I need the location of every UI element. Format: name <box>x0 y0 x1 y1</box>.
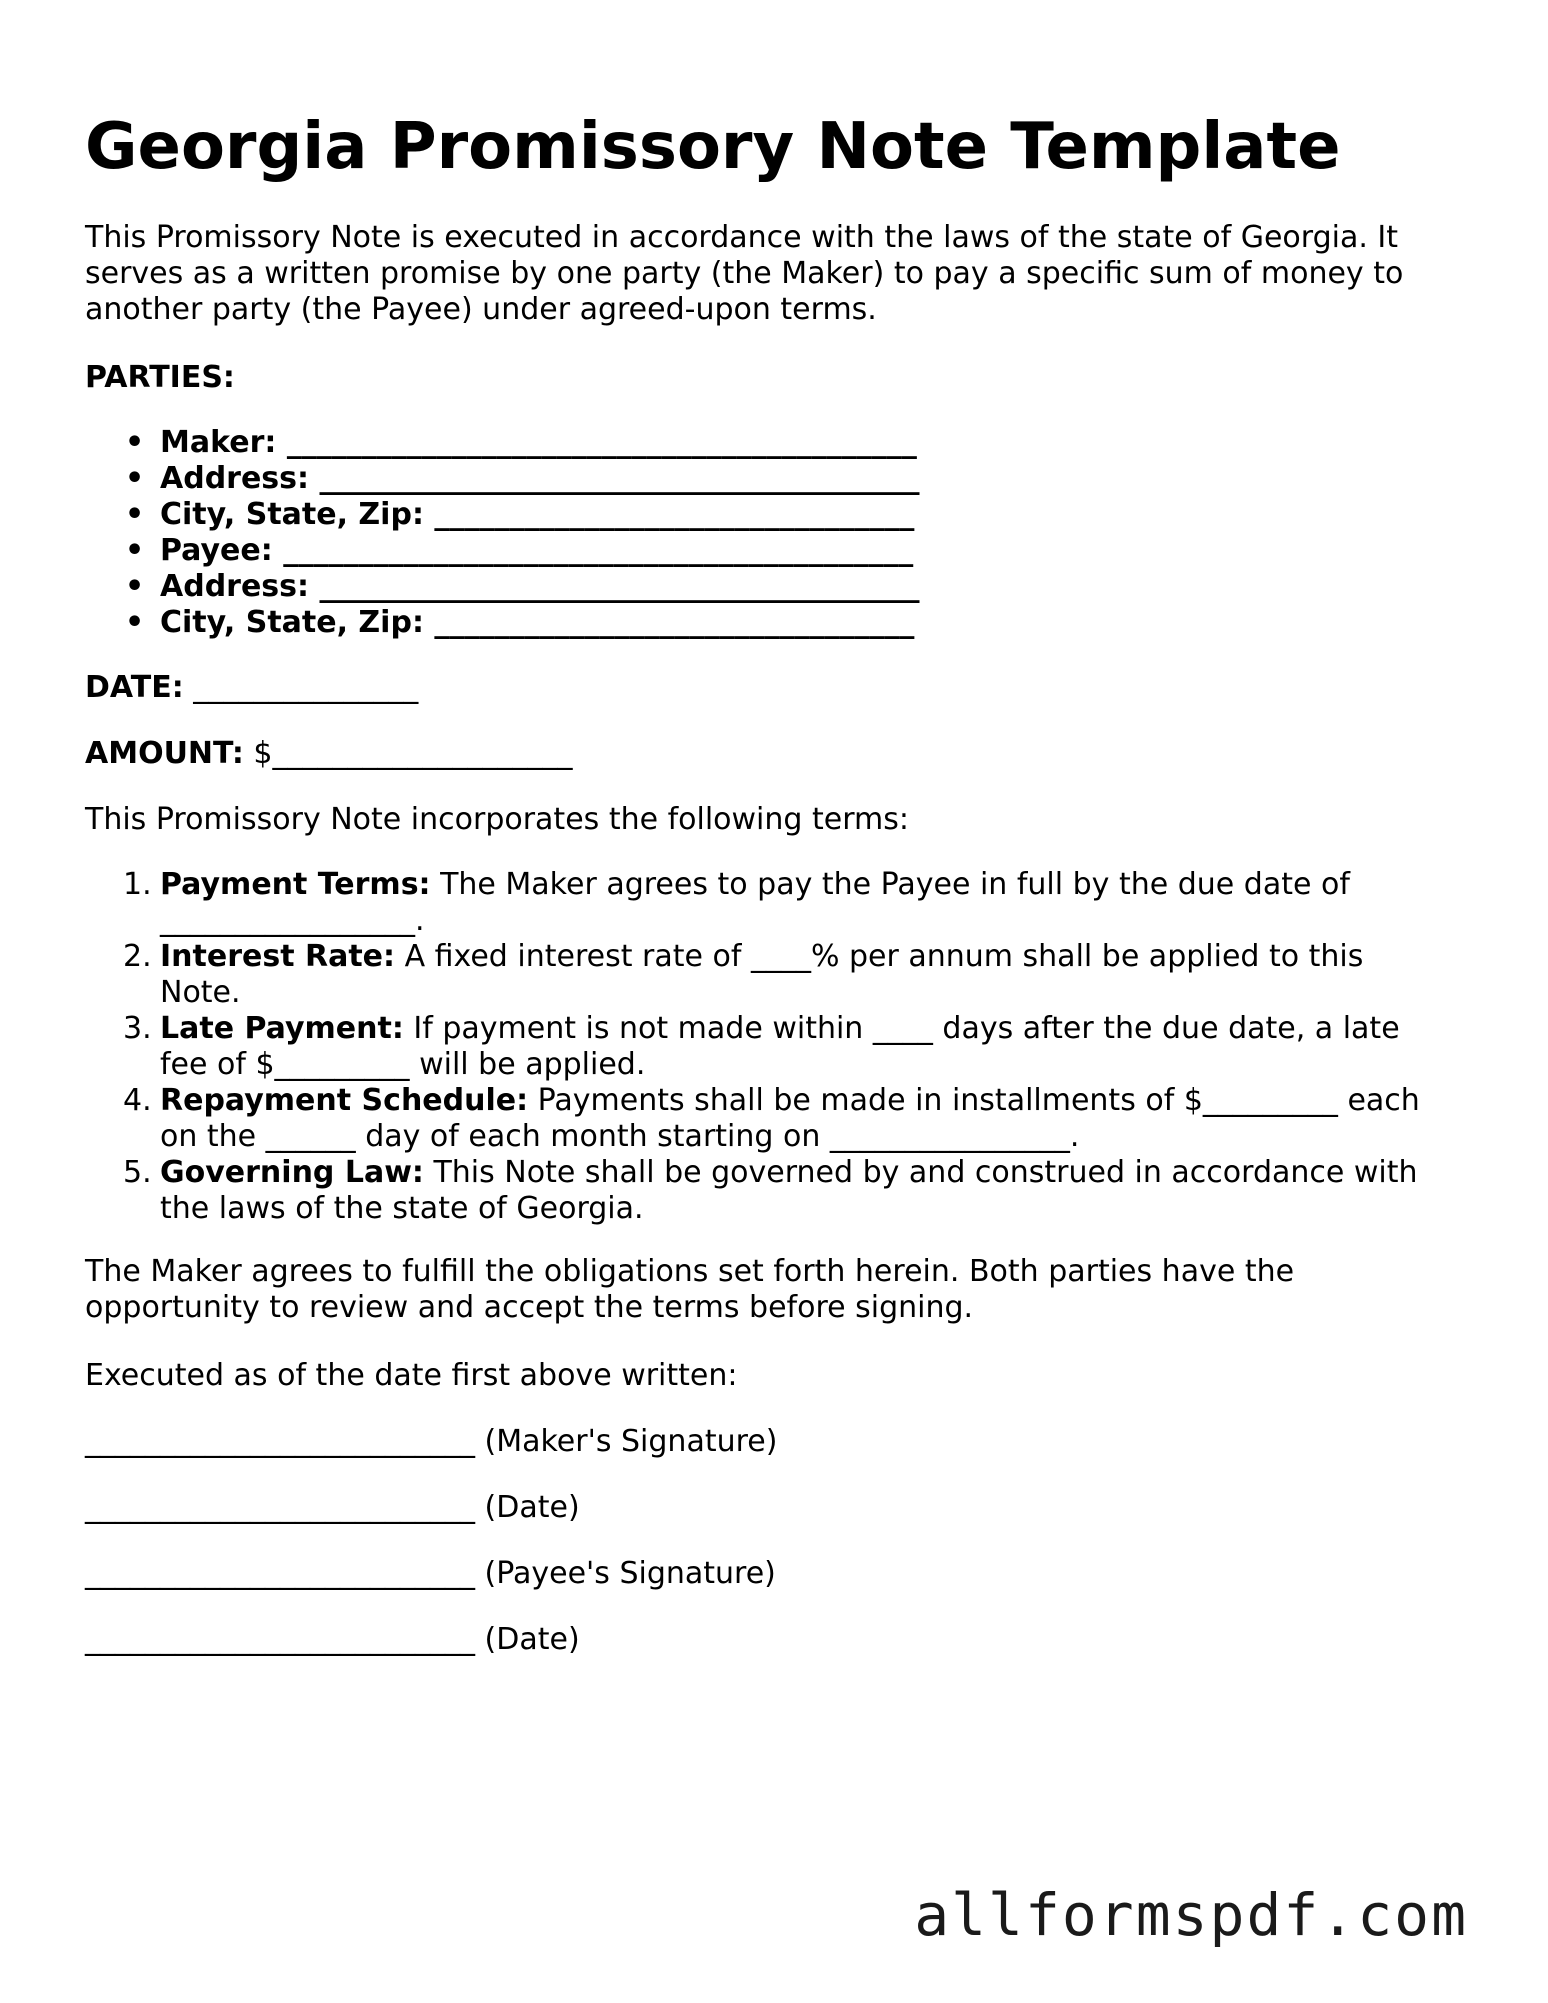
term-label: Payment Terms: <box>160 867 431 902</box>
watermark-logo: allformspdf.com <box>914 1881 1468 1949</box>
term-text: Payments shall be made in installments of $_________ each on the ______ day of each month starting on ________________. <box>160 1083 1420 1154</box>
amount-line <box>85 736 573 772</box>
term-item <box>85 939 1425 1011</box>
maker-date-line: __________________________ (Date) <box>85 1490 580 1525</box>
term-label: Repayment Schedule: <box>160 1083 529 1118</box>
closing-paragraph: The Maker agrees to fulfill the obligations set forth herein. Both parties have the opportunity to review and accept the terms before signing. <box>85 1254 1295 1325</box>
term-label: Late Payment: <box>160 1011 404 1046</box>
party-field-payee: • Payee: __________________________________________ <box>85 533 919 569</box>
term-label: Interest Rate: <box>160 939 396 974</box>
party-field-maker: • Maker: __________________________________________ <box>85 425 919 461</box>
term-label: Governing Law: <box>160 1155 424 1190</box>
amount-blank: $____________________ <box>243 736 573 771</box>
makers-signature-line: __________________________ (Maker's Signature) <box>85 1424 778 1459</box>
executed-line: Executed as of the date first above written: <box>85 1358 738 1393</box>
terms-list <box>85 867 1425 1227</box>
date-line <box>85 670 418 706</box>
term-text: If payment is not made within ____ days after the due date, a late fee of $_________ will be applied. <box>160 1011 1400 1082</box>
terms-intro: This Promissory Note incorporates the following terms: <box>85 802 909 837</box>
term-text: A fixed interest rate of ____% per annum shall be applied to this Note. <box>160 939 1364 1010</box>
payee-date-line: __________________________ (Date) <box>85 1622 580 1657</box>
amount-label: AMOUNT: <box>85 736 244 771</box>
term-text: The Maker agrees to pay the Payee in full by the due date of _________________. <box>160 867 1350 938</box>
payees-signature-line: __________________________ (Payee's Signature) <box>85 1556 776 1591</box>
term-number: 4. <box>123 1083 152 1118</box>
term-item <box>85 1011 1425 1083</box>
party-field-maker-city-state-zip: • City, State, Zip: ________________________________ <box>85 497 919 533</box>
term-text: This Note shall be governed by and construed in accordance with the laws of the state of Georgia. <box>160 1155 1418 1226</box>
term-number: 1. <box>123 867 152 902</box>
term-number: 5. <box>123 1155 152 1190</box>
term-number: 3. <box>123 1011 152 1046</box>
term-number: 2. <box>123 939 152 974</box>
parties-heading: PARTIES: <box>85 360 235 395</box>
date-blank: _______________ <box>183 670 419 705</box>
party-field-payee-city-state-zip: • City, State, Zip: ________________________________ <box>85 605 919 641</box>
intro-paragraph: This Promissory Note is executed in accordance with the laws of the state of Georgia. It serves as a written promise by one party (the Maker) to pay a specific sum of money to another party (the Payee) under agreed-upon terms. <box>85 220 1404 327</box>
date-label: DATE: <box>85 670 184 705</box>
page-title: Georgia Promissory Note Template <box>85 110 1341 184</box>
party-field-payee-address: • Address: ________________________________________ <box>85 569 919 605</box>
term-item <box>85 867 1425 939</box>
party-field-maker-address: • Address: ________________________________________ <box>85 461 919 497</box>
term-item <box>85 1155 1425 1227</box>
term-item <box>85 1083 1425 1155</box>
parties-list <box>85 425 919 641</box>
